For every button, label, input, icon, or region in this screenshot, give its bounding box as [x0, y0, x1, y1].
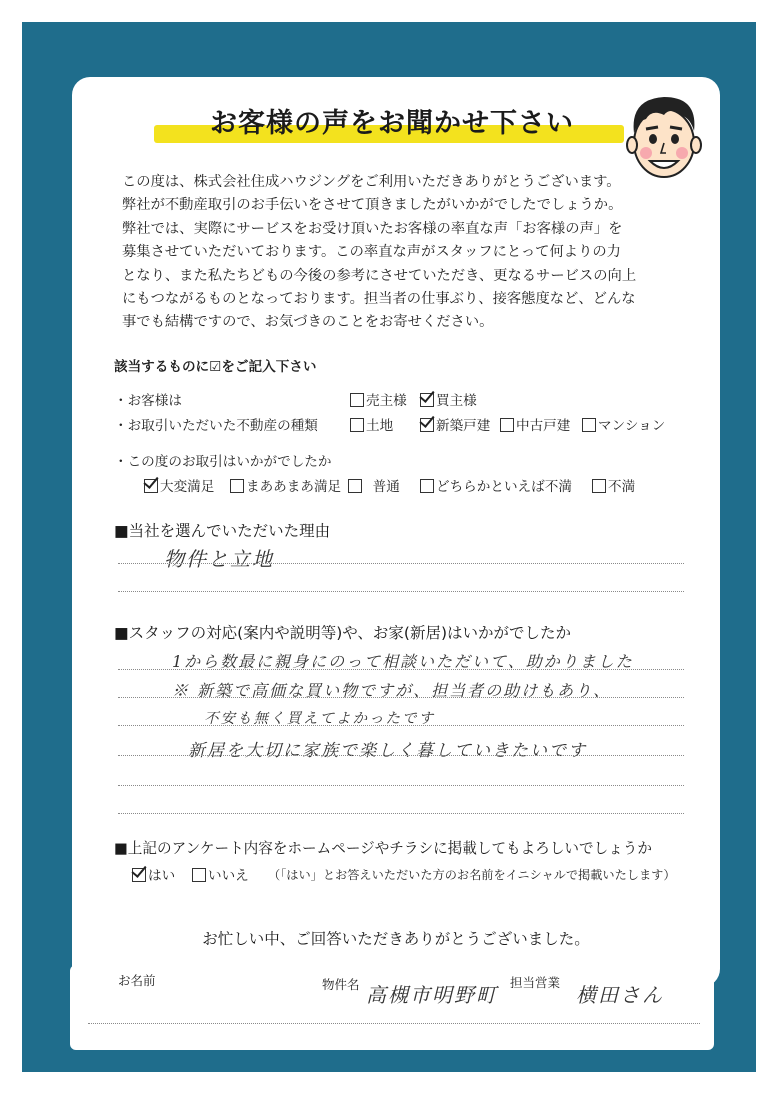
option-label: はい: [148, 868, 176, 884]
checkbox-mansion[interactable]: [582, 418, 596, 432]
checkbox-buyer[interactable]: [420, 393, 434, 407]
checkbox-yes[interactable]: [132, 868, 146, 882]
intro-line: となり、また私たちどもの今後の参考にさせていただき、更なるサービスの向上: [122, 267, 637, 284]
staff-label: 担当営業: [510, 975, 561, 990]
intro-line: 事でも結構ですので、お気づきのことをお寄せください。: [122, 314, 494, 331]
staff-value: 横田さん: [576, 983, 664, 1007]
checkbox-neutral[interactable]: [348, 479, 362, 493]
checkbox-fairly-satisfied[interactable]: [230, 479, 244, 493]
option-dissatisfied[interactable]: [592, 475, 635, 495]
staff-answer-line: 新居を大切に家族で楽しく暮していきたいです: [188, 741, 587, 761]
checkbox-new-house[interactable]: [420, 418, 434, 432]
checkbox-used-house[interactable]: [500, 418, 514, 432]
property-label: 物件名: [322, 977, 360, 992]
checkbox-no[interactable]: [192, 868, 206, 882]
option-seller[interactable]: [350, 389, 407, 409]
option-label: どちらかといえば不満: [436, 479, 572, 495]
reason-answer: 物件と立地: [164, 547, 274, 571]
option-label: いいえ: [208, 868, 249, 884]
option-yes[interactable]: [132, 864, 175, 884]
answer-line: [118, 785, 684, 786]
intro-line: 弊社では、実際にサービスをお受け頂いたお客様の率直な声「お客様の声」を: [122, 220, 623, 237]
closing-message: お忙しい中、ご回答いただきありがとうございました。: [202, 930, 590, 948]
footer-line: [88, 1023, 700, 1024]
intro-line: 弊社が不動産取引のお手伝いをさせて頂きましたがいかがでしたでしょうか。: [122, 197, 623, 214]
intro-line: にもつながるものとなっております。担当者の仕事ぶり、接客態度など、どんな: [122, 291, 636, 308]
instruction: 該当するものに☑をご記入下さい: [114, 359, 317, 375]
checkbox-very-satisfied[interactable]: [144, 479, 158, 493]
checkbox-land[interactable]: [350, 418, 364, 432]
option-land[interactable]: [350, 414, 393, 434]
intro-line: この度は、株式会社住成ハウジングをご利用いただきありがとうございます。: [122, 174, 621, 190]
intro-line: 募集させていただいております。この率直な声がスタッフにとって何よりの力: [122, 244, 621, 261]
option-somewhat-dissatisfied[interactable]: [420, 475, 572, 495]
name-label: お名前: [118, 973, 156, 988]
option-label: 普通: [372, 479, 400, 495]
option-no[interactable]: [192, 864, 249, 884]
option-label: 新築戸建: [436, 418, 491, 434]
answer-line: [118, 755, 684, 756]
option-label: 土地: [366, 418, 394, 434]
option-buyer[interactable]: [420, 389, 477, 409]
option-label: 中古戸建: [516, 418, 571, 434]
checkbox-somewhat-dissatisfied[interactable]: [420, 479, 434, 493]
answer-line: [118, 669, 684, 670]
property-type-label: ・お取引いただいた不動産の種類: [114, 418, 318, 434]
smiling-man-icon: [620, 87, 706, 183]
option-used-house[interactable]: [500, 414, 570, 434]
option-label: まああまあ満足: [246, 479, 342, 495]
reason-heading: ■当社を選んでいただいた理由: [114, 522, 331, 540]
option-fairly-satisfied[interactable]: [230, 475, 341, 495]
survey-card: [72, 77, 720, 987]
publish-heading: ■上記のアンケート内容をホームページやチラシに掲載してもよろしいでしょうか: [114, 840, 652, 857]
staff-answer-line: 1から数最に親身にのって相談いただいて、助かりました: [172, 652, 634, 671]
answer-line: [118, 591, 684, 592]
option-very-satisfied[interactable]: [144, 475, 214, 495]
staff-heading: ■スタッフの対応(案内や説明等)や、お家(新居)はいかがでしたか: [114, 624, 572, 642]
intro-text: [122, 171, 682, 335]
checkbox-dissatisfied[interactable]: [592, 479, 606, 493]
staff-answer-line: ※ 新築で高価な買い物ですが、担当者の助けもあり、: [172, 681, 612, 700]
option-label: マンション: [598, 418, 666, 434]
checkbox-seller[interactable]: [350, 393, 364, 407]
satisfaction-label: ・この度のお取引はいかがでしたか: [114, 454, 332, 470]
page-title: お客様の声をお聞かせ下さい: [210, 108, 574, 139]
publish-note: （「はい」とお答えいただいた方のお名前をイニシャルで掲載いたします）: [268, 868, 676, 882]
option-new-house[interactable]: [420, 414, 490, 434]
customer-type-label: ・お客様は: [114, 393, 182, 409]
option-label: 売主様: [366, 393, 407, 409]
option-mansion[interactable]: [582, 414, 665, 434]
answer-line: [118, 563, 684, 564]
answer-line: [118, 725, 684, 726]
option-label: 大変満足: [160, 479, 215, 495]
footer-box: [70, 965, 714, 1050]
title-area: [152, 95, 632, 147]
option-label: 不満: [608, 479, 636, 495]
option-neutral[interactable]: [348, 475, 400, 495]
answer-line: [118, 697, 684, 698]
option-label: 買主様: [436, 393, 477, 409]
staff-answer-line: 不安も無く買えてよかったです: [204, 711, 435, 727]
answer-line: [118, 813, 684, 814]
property-value: 高槻市明野町: [366, 983, 498, 1007]
